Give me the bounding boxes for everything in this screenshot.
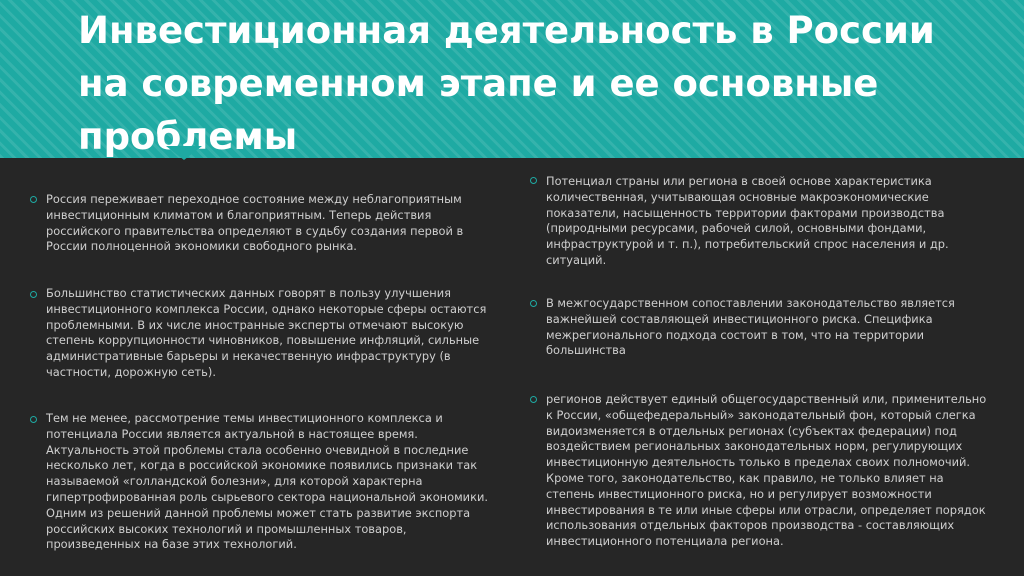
left-bullet-1-text: Россия переживает переходное состояние между неблагоприятным инвестиционным климатом и благоприятным. Теперь действия российского правительства определяют в судьбу создания первой в России полноценной экономики свободного рынка. xyxy=(46,192,464,254)
bullet-ring-icon xyxy=(530,300,537,307)
bullet-ring-icon xyxy=(530,396,537,403)
bullet-ring-icon xyxy=(530,177,537,184)
right-bullet-3-text: регионов действует единый общегосударственный или, применительно к России, «общефедеральный» законодательный фон, который слегка видоизменяется в отдельных регионах (субъектах федерации) под воздействием региональных законодательных норм, регулирующих инвестиционную деятельность только в пределах своих полномочий. Кроме того, законодательство, как правило, не только влияет на степень инвестиционного риска, но и регулирует возможности инвестирования в те или иные сферы или отрасли, определяет порядок использования отдельных факторов производства - составляющих инвестиционного потенциала региона. xyxy=(546,392,987,549)
left-bullet-3-text: Тем не менее, рассмотрение темы инвестиционного комплекса и потенциала России является актуальной в настоящее время. Актуальность этой проблемы стала особенно очевидной в последние несколько лет, когда в российской экономике появились признаки так называемой «голландской болезни», для которой характерна гипертрофированная роль сырьевого сектора национальной экономики. Одним из решений данной проблемы может стать развитие экспорта российских высоких технологий и промышленных товаров, произведенных на базе этих технологий. xyxy=(46,411,488,552)
slide-title: Инвестиционная деятельность в России на современном этапе и ее основные проблемы xyxy=(78,9,935,158)
title-banner xyxy=(0,0,1024,158)
left-bullet-2-text: Большинство статистических данных говорят в пользу улучшения инвестиционного комплекса России, однако некоторые сферы остаются проблемными. В их числе иностранные эксперты отмечают высокую степень коррупционности чиновников, повышение инфляций, сильные административные барьеры и некачественную инфраструктуру (в частности, дорожную сеть). xyxy=(46,286,487,379)
bullet-ring-icon xyxy=(30,196,37,203)
bullet-ring-icon xyxy=(30,416,37,423)
banner-notch xyxy=(166,146,202,160)
bullet-ring-icon xyxy=(30,291,37,298)
right-bullet-2-text: В межгосударственном сопоставлении законодательство является важнейшей составляющей инвестиционного риска. Специфика межрегионального подхода состоит в том, что на территории большинства xyxy=(546,296,955,358)
right-bullet-1-text: Потенциал страны или региона в своей основе характеристика количественная, учитывающая основные макроэкономические показатели, насыщенность территории факторами производства (природными ресурсами, рабочей силой, основными фондами, инфраструктурой и т. п.), потребительский спрос населения и др. ситуаций. xyxy=(546,174,949,267)
